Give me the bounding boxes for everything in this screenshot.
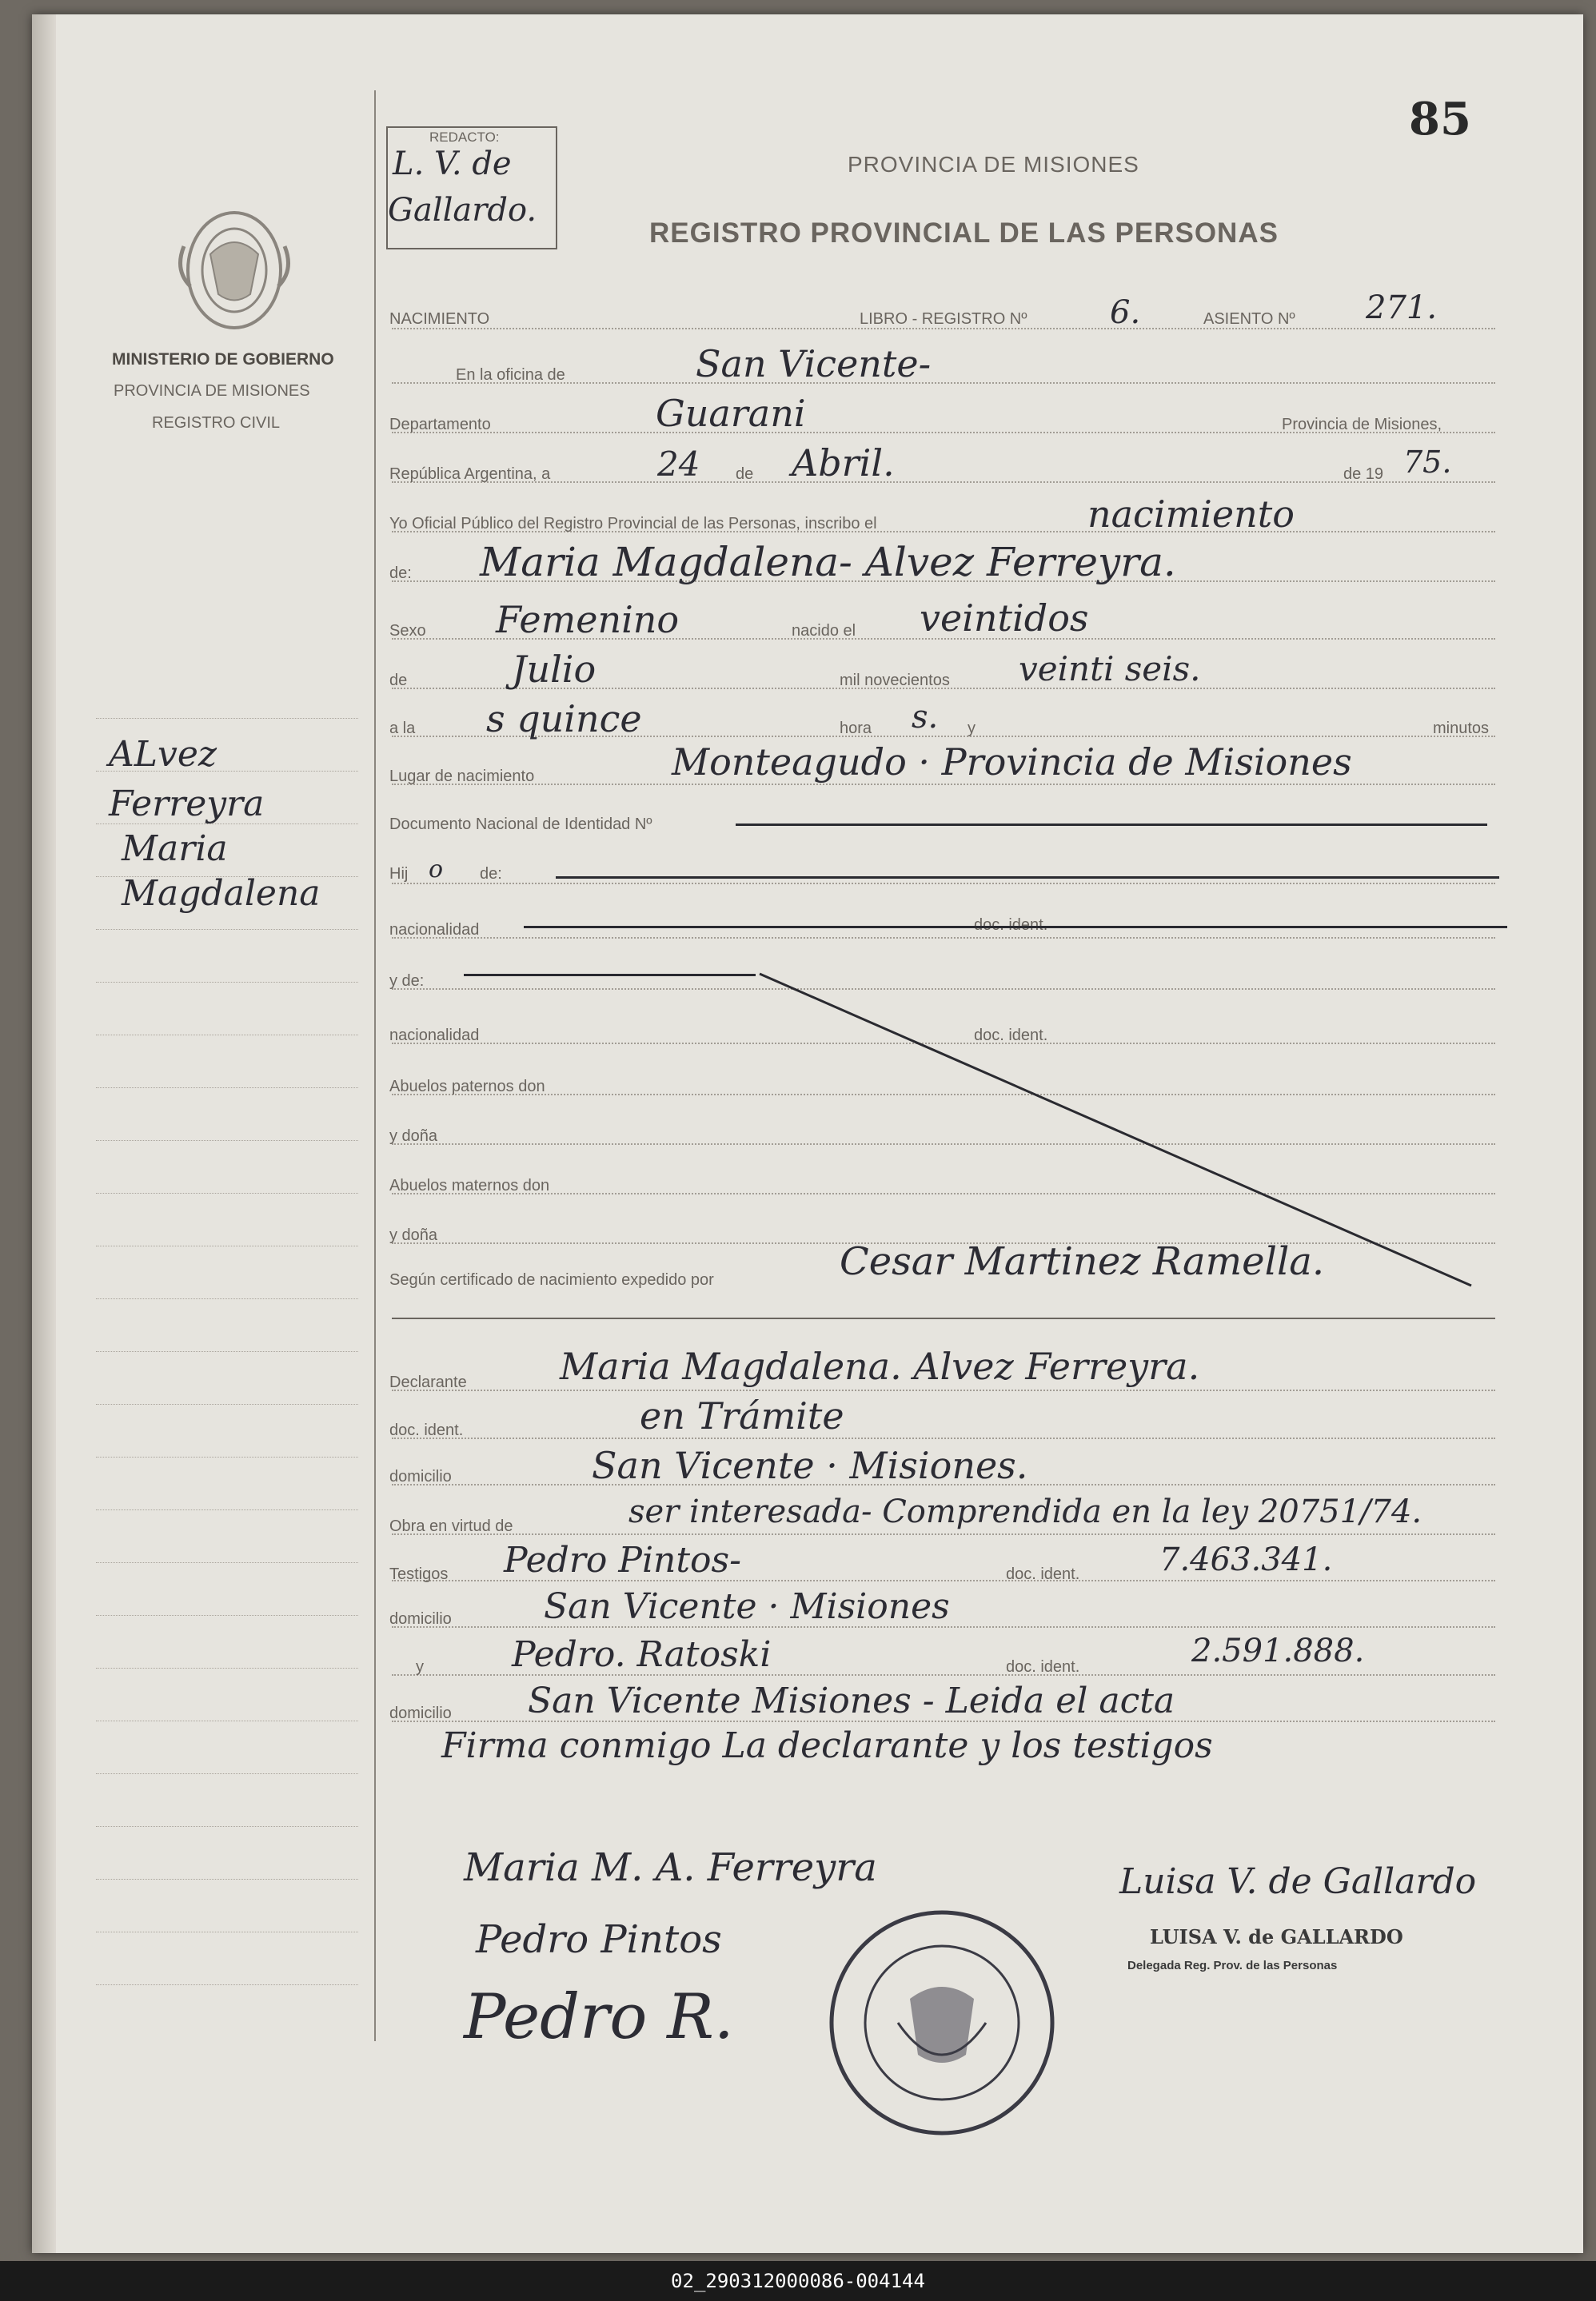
label-ydona2: y doña xyxy=(389,1226,438,1244)
value-lugar: Monteagudo · Provincia de Misiones xyxy=(672,740,1352,784)
label-alas: a la xyxy=(389,720,416,737)
value-asiento: 271. xyxy=(1366,289,1438,326)
value-month2: Julio xyxy=(512,648,597,691)
signature-declarante: Maria M. A. Ferreyra xyxy=(464,1845,877,1890)
diagonal-strike xyxy=(32,14,1583,2253)
label-domicilio1: domicilio xyxy=(389,1468,452,1485)
label-sexo: Sexo xyxy=(389,622,426,640)
value-milnov: veinti seis. xyxy=(1019,649,1201,688)
section-divider xyxy=(392,1318,1495,1319)
value-year: 75. xyxy=(1403,445,1452,480)
label-abuelos-maternos: Abuelos maternos don xyxy=(389,1177,550,1194)
label-de3: de xyxy=(389,672,408,689)
left-ministry: MINISTERIO DE GOBIERNO xyxy=(112,350,334,369)
label-de2: de: xyxy=(389,564,412,582)
value-nacido: veintidos xyxy=(920,596,1089,640)
value-oficina: San Vicente- xyxy=(696,342,932,385)
label-abuelos-paternos: Abuelos paternos don xyxy=(389,1078,545,1095)
label-republica: República Argentina, a xyxy=(389,465,551,483)
footer-id-bar xyxy=(0,2261,1596,2301)
label-y2: y xyxy=(416,1658,424,1676)
label-hora: hora xyxy=(840,720,872,737)
signature-testigo1: Pedro Pintos xyxy=(476,1917,722,1962)
label-domicilio3: domicilio xyxy=(389,1705,452,1722)
label-documento: Documento Nacional de Identidad Nº xyxy=(389,816,652,833)
value-month: Abril. xyxy=(792,441,895,485)
label-docident2: doc. ident. xyxy=(974,1027,1048,1044)
margin-name-3: Maria xyxy=(122,828,228,869)
value-testigo1: Pedro Pintos- xyxy=(504,1540,741,1581)
label-oficina: En la oficina de xyxy=(456,366,565,384)
label-lugar: Lugar de nacimiento xyxy=(389,768,535,785)
value-docident4: 7.463.341. xyxy=(1159,1541,1333,1578)
label-oficial: Yo Oficial Público del Registro Provincial de las Personas, inscribo el xyxy=(389,515,877,532)
value-hora: s. xyxy=(912,699,939,736)
value-testigo2: Pedro. Ratoski xyxy=(512,1634,772,1675)
label-year: de 19 xyxy=(1343,465,1384,483)
label-docident3: doc. ident. xyxy=(389,1422,464,1439)
label-obra: Obra en virtud de xyxy=(389,1517,513,1535)
signature-testigo2: Pedro R. xyxy=(464,1981,734,2053)
label-docident5: doc. ident. xyxy=(1006,1658,1080,1676)
label-asiento: ASIENTO Nº xyxy=(1203,310,1295,328)
label-minutos: minutos xyxy=(1433,720,1490,737)
signature-official: Luisa V. de Gallardo xyxy=(1119,1861,1477,1902)
value-docident5: 2.591.888. xyxy=(1191,1633,1365,1669)
label-segun: Según certificado de nacimiento expedido por xyxy=(389,1271,714,1289)
redacto-value-2: Gallardo. xyxy=(388,192,537,229)
value-sexo: Femenino xyxy=(496,598,680,641)
value-alas: s quince xyxy=(486,697,642,740)
label-docident4: doc. ident. xyxy=(1006,1565,1080,1583)
official-seal-icon xyxy=(822,1903,1062,2143)
value-domicilio1: San Vicente · Misiones. xyxy=(592,1444,1028,1487)
label-ydona1: y doña xyxy=(389,1127,438,1145)
label-docident1: doc. ident. xyxy=(974,916,1048,934)
value-domicilio2: San Vicente · Misiones xyxy=(544,1586,950,1627)
label-nac1: nacionalidad xyxy=(389,921,480,939)
value-docident3: en Trámite xyxy=(640,1394,844,1438)
redacto-label: REDACTO: xyxy=(429,130,500,145)
label-nacido: nacido el xyxy=(792,622,856,640)
value-hijo: o xyxy=(429,855,444,883)
label-provincia: Provincia de Misiones, xyxy=(1282,416,1442,433)
document-page xyxy=(32,14,1583,2253)
value-declarante: Maria Magdalena. Alvez Ferreyra. xyxy=(560,1345,1200,1388)
value-segun: Cesar Martinez Ramella. xyxy=(840,1239,1325,1284)
value-obra: ser interesada- Comprendida en la ley 20751/74. xyxy=(628,1493,1422,1530)
value-departamento: Guarani xyxy=(656,392,806,435)
label-departamento: Departamento xyxy=(389,416,491,433)
official-stamp-name: LUISA V. de GALLARDO xyxy=(1150,1925,1403,1948)
label-hijo: Hij xyxy=(389,865,409,883)
label-milnov: mil novecientos xyxy=(840,672,950,689)
value-name: Maria Magdalena- Alvez Ferreyra. xyxy=(480,539,1176,585)
label-domicilio2: domicilio xyxy=(389,1610,452,1628)
margin-name-1: ALvez xyxy=(109,734,217,775)
value-domicilio3: San Vicente Misiones - Leida el acta xyxy=(528,1681,1175,1721)
label-testigos: Testigos xyxy=(389,1565,449,1583)
label-de: de xyxy=(736,465,754,483)
left-province: PROVINCIA DE MISIONES xyxy=(114,382,310,400)
page-number: 85 xyxy=(1409,93,1471,146)
left-registry: REGISTRO CIVIL xyxy=(152,414,281,432)
label-hijo-de: de: xyxy=(480,865,502,883)
label-declarante: Declarante xyxy=(389,1374,467,1391)
value-closing: Firma conmigo La declarante y los testigos xyxy=(441,1725,1213,1766)
label-nacimiento: NACIMIENTO xyxy=(389,310,490,328)
label-libro: LIBRO - REGISTRO Nº xyxy=(860,310,1027,328)
value-libro: 6. xyxy=(1110,294,1141,331)
value-day: 24 xyxy=(657,445,700,484)
margin-name-4: Magdalena xyxy=(122,873,321,914)
label-nac2: nacionalidad xyxy=(389,1027,480,1044)
margin-name-2: Ferreyra xyxy=(109,784,265,824)
header-province: PROVINCIA DE MISIONES xyxy=(848,152,1139,177)
footer-id: 02_290312000086-004144 xyxy=(671,2270,925,2292)
label-y: y xyxy=(968,720,976,737)
redacto-value-1: L. V. de xyxy=(393,146,512,182)
label-yde: y de: xyxy=(389,972,425,990)
official-stamp-title: Delegada Reg. Prov. de las Personas xyxy=(1127,1959,1338,1972)
value-oficial: nacimiento xyxy=(1087,493,1295,536)
header-registry: REGISTRO PROVINCIAL DE LAS PERSONAS xyxy=(649,217,1279,249)
